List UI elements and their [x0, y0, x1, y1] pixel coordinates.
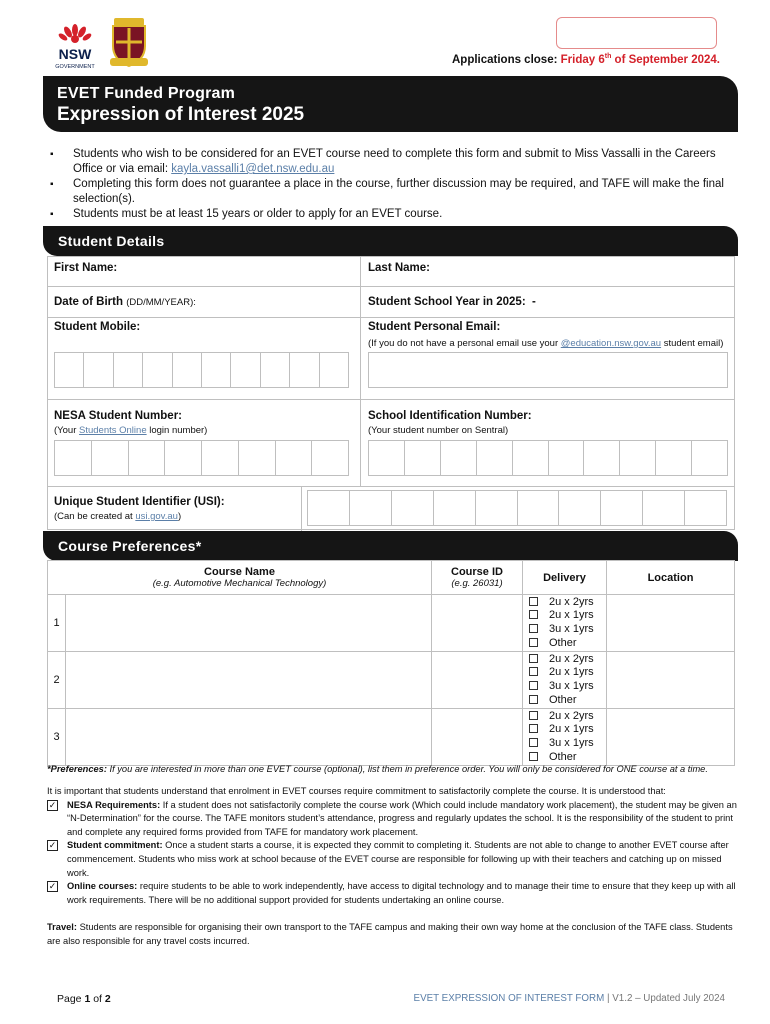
- location-field[interactable]: [607, 595, 735, 652]
- apps-close-rest: of September 2024.: [611, 53, 720, 66]
- course-name-field[interactable]: [66, 709, 432, 766]
- delivery-options: [523, 595, 607, 652]
- title-banner: [43, 76, 738, 132]
- footer-form-title: [414, 993, 725, 1004]
- row-number: 2: [48, 652, 66, 709]
- col-course-id-example: (e.g. 26031): [451, 578, 503, 589]
- checkbox[interactable]: [529, 667, 538, 676]
- last-name-label: Last Name:: [368, 262, 430, 274]
- course-preferences-table: [47, 560, 735, 766]
- delivery-option[interactable]: [529, 666, 606, 680]
- page-prefix: Page: [57, 993, 85, 1005]
- delivery-option[interactable]: [529, 680, 606, 694]
- delivery-option-label: 2u x 2yrs: [549, 652, 594, 665]
- delivery-option-label: 2u x 2yrs: [549, 709, 594, 722]
- usi-hint-suffix: ): [177, 511, 182, 522]
- page-title: Expression of Interest 2025: [57, 104, 305, 125]
- course-id-field[interactable]: [432, 595, 523, 652]
- row-number: 3: [48, 709, 66, 766]
- personal-email-hint: [368, 338, 723, 349]
- delivery-option[interactable]: [529, 710, 606, 724]
- course-name-field[interactable]: [66, 652, 432, 709]
- table-row: [48, 652, 735, 709]
- usi-label: Unique Student Identifier (USI):: [54, 496, 225, 508]
- dob-label-text: Date of Birth: [54, 296, 123, 308]
- mobile-label: Student Mobile:: [54, 321, 141, 333]
- program-title: EVET Funded Program: [57, 85, 236, 102]
- delivery-option[interactable]: [529, 751, 606, 765]
- first-name-label: First Name:: [54, 262, 118, 274]
- delivery-option-label: 3u x 1yrs: [549, 623, 594, 635]
- delivery-option[interactable]: [529, 737, 606, 751]
- delivery-option-label: 2u x 2yrs: [549, 595, 594, 608]
- nesa-hint-prefix: (Your: [54, 425, 79, 436]
- col-course-name: [48, 561, 432, 595]
- apps-close-label: Applications close:: [451, 53, 561, 66]
- checkbox[interactable]: [529, 654, 538, 663]
- checkbox[interactable]: [529, 597, 538, 606]
- terms-section: [47, 785, 737, 907]
- checkbox[interactable]: [529, 711, 538, 720]
- term-commitment-title: Student commitment:: [67, 840, 163, 851]
- delivery-option-label: 3u x 1yrs: [549, 737, 594, 749]
- course-name-field[interactable]: [66, 595, 432, 652]
- course-preferences-heading: Course Preferences*: [43, 531, 738, 561]
- apps-close-date: Friday 6: [560, 53, 605, 66]
- school-year-text: Student School Year in 2025:: [368, 296, 526, 308]
- students-online-link[interactable]: Students Online: [79, 425, 147, 436]
- table-header-row: [48, 561, 735, 595]
- nsw-sub-text: GOVERNMENT: [55, 64, 95, 70]
- delivery-option[interactable]: [529, 694, 606, 708]
- nsw-text: NSW: [58, 46, 92, 62]
- col-course-name-example: (e.g. Automotive Mechanical Technology): [152, 578, 327, 589]
- term-online: [47, 880, 737, 907]
- checked-box-icon: ✓: [48, 881, 57, 892]
- checked-box-icon: ✓: [48, 799, 57, 810]
- delivery-options: [523, 652, 607, 709]
- student-details-form: [47, 256, 735, 530]
- page-current: 1: [84, 993, 91, 1005]
- delivery-option[interactable]: [529, 596, 606, 610]
- page-total: 2: [104, 993, 111, 1005]
- school-crest-logo: [108, 16, 150, 68]
- term-nesa-title: NESA Requirements:: [67, 799, 161, 810]
- delivery-option-label: 2u x 1yrs: [549, 666, 594, 679]
- delivery-option[interactable]: [529, 653, 606, 667]
- location-field[interactable]: [607, 709, 735, 766]
- delivery-option-label: 2u x 1yrs: [549, 609, 594, 622]
- table-row: [48, 595, 735, 652]
- col-course-id: [432, 561, 523, 595]
- intro-bullets: [50, 147, 735, 222]
- apps-close-sup: th: [604, 53, 612, 60]
- travel-note: [47, 920, 737, 948]
- term-nesa-text: If a student does not satisfactorily complete the course work (Which could include mandatory work placement), the student may be given an “N-Determination” for the course. The TAFE monitors student’s attendance, progress and regularly updates the school. It is the responsibility of the student to print and complete any required forms provided from TAFE for mandatory work placement.: [67, 799, 737, 837]
- checkbox[interactable]: [529, 695, 538, 704]
- dob-hint: (DD/MM/YEAR):: [126, 297, 196, 308]
- checkbox[interactable]: [529, 624, 538, 633]
- usi-hint: [54, 511, 181, 522]
- footer-title: EVET EXPRESSION OF INTEREST FORM: [413, 993, 605, 1004]
- col-delivery: Delivery: [523, 561, 607, 595]
- checked-box-icon: ✓: [48, 840, 57, 851]
- delivery-option[interactable]: [529, 723, 606, 737]
- careers-email-link[interactable]: kayla.vassalli1@det.nsw.edu.au: [171, 163, 335, 175]
- preferences-note: [47, 764, 737, 774]
- mobile-digit-boxes[interactable]: [54, 352, 349, 388]
- school-year-label: [368, 296, 536, 308]
- nesa-hint: [54, 425, 207, 436]
- nesa-label: NESA Student Number:: [54, 410, 182, 422]
- education-email-link[interactable]: @education.nsw.gov.au: [560, 338, 662, 349]
- term-nesa: [47, 799, 737, 840]
- term-online-title: Online courses:: [67, 881, 138, 892]
- personal-email-label: Student Personal Email:: [368, 321, 501, 333]
- bullet-submit-text: Students who wish to be considered for an EVET course need to complete this form and submit to Miss Vassalli in the Careers Office or via email:: [73, 148, 716, 175]
- email-hint-suffix: student email): [661, 338, 724, 349]
- col-course-name-label: Course Name: [204, 566, 275, 578]
- delivery-option-label: Other: [549, 693, 577, 706]
- delivery-option-label: Other: [549, 636, 577, 649]
- preferences-note-bold: *Preferences:: [47, 764, 107, 774]
- footer-sep: |: [604, 993, 613, 1004]
- school-id-label: School Identification Number:: [368, 410, 532, 422]
- applications-close: [452, 53, 720, 66]
- dob-label: [54, 296, 196, 308]
- personal-email-field[interactable]: [368, 352, 728, 388]
- bullet-no-guarantee: ▪ Completing this form does not guarantee a place in the course, further discussion may be required, and TAFE will make the final selection(s).: [50, 177, 735, 207]
- checkbox[interactable]: [529, 752, 538, 761]
- bullet-submit: [50, 147, 735, 177]
- checkbox[interactable]: [529, 681, 538, 690]
- delivery-option-label: 3u x 1yrs: [549, 680, 594, 692]
- location-field[interactable]: [607, 652, 735, 709]
- col-location: Location: [607, 561, 735, 595]
- travel-note-bold: Travel:: [47, 922, 77, 932]
- delivery-option-label: 2u x 1yrs: [549, 723, 594, 736]
- usi-hint-prefix: (Can be created at: [54, 511, 136, 522]
- last-name-field[interactable]: [361, 257, 734, 286]
- course-id-field[interactable]: [432, 709, 523, 766]
- table-row: [48, 709, 735, 766]
- course-id-field[interactable]: [432, 652, 523, 709]
- checkbox[interactable]: [529, 638, 538, 647]
- student-details-heading: Student Details: [43, 226, 738, 256]
- bullet-age: ▪ Students must be at least 15 years or older to apply for an EVET course.: [50, 207, 735, 222]
- col-course-id-label: Course ID: [451, 566, 503, 578]
- page-of: of: [90, 993, 105, 1005]
- row-number: 1: [48, 595, 66, 652]
- nsw-government-logo: [50, 22, 100, 70]
- email-hint-prefix: (If you do not have a personal email use your: [368, 338, 561, 349]
- delivery-option[interactable]: [529, 609, 606, 623]
- terms-intro: It is important that students understand that enrolment in EVET courses require commitment to satisfactorily complete the course. It is understood that:: [47, 786, 666, 796]
- nesa-digit-boxes[interactable]: [54, 440, 349, 476]
- preferences-note-text: If you are interested in more than one EVET course (optional), list them in preference order. You will only be considered for ONE course at a time.: [106, 764, 708, 774]
- checkbox[interactable]: [529, 724, 538, 733]
- nesa-hint-suffix: login number): [146, 425, 208, 436]
- travel-note-text: Students are responsible for organising their own transport to the TAFE campus and making their own way home at the conclusion of the TAFE class. Students are also responsible for any travel costs incurred.: [47, 922, 733, 946]
- usi-link[interactable]: usi.gov.au: [135, 511, 178, 522]
- office-stamp-box: [556, 17, 717, 49]
- checkbox[interactable]: [529, 610, 538, 619]
- page-number: [57, 993, 111, 1005]
- footer-version: V1.2 – Updated July 2024: [612, 993, 725, 1004]
- delivery-option-label: Other: [549, 750, 577, 763]
- delivery-option[interactable]: [529, 623, 606, 637]
- usi-char-boxes[interactable]: [307, 490, 727, 526]
- term-commitment: [47, 839, 737, 880]
- delivery-options: [523, 709, 607, 766]
- first-name-field[interactable]: [48, 257, 360, 286]
- school-id-hint: (Your student number on Sentral): [368, 425, 509, 436]
- checkbox[interactable]: [529, 738, 538, 747]
- term-commitment-text: Once a student starts a course, it is expected they commit to completing it. Students are not able to change to another EVET course after commencement. Students who miss work at school because of the EVET course are responsible for following up with their teachers and catching up on missed work.: [67, 840, 729, 878]
- term-online-text: require students to be able to work independently, have access to digital technology and to manage their time to ensure that they keep up with all work requirements. There will be no additional support provided for students undertaking an online course.: [67, 881, 736, 905]
- delivery-option[interactable]: [529, 637, 606, 651]
- school-year-value[interactable]: -: [532, 296, 536, 308]
- school-id-digit-boxes[interactable]: [368, 440, 728, 476]
